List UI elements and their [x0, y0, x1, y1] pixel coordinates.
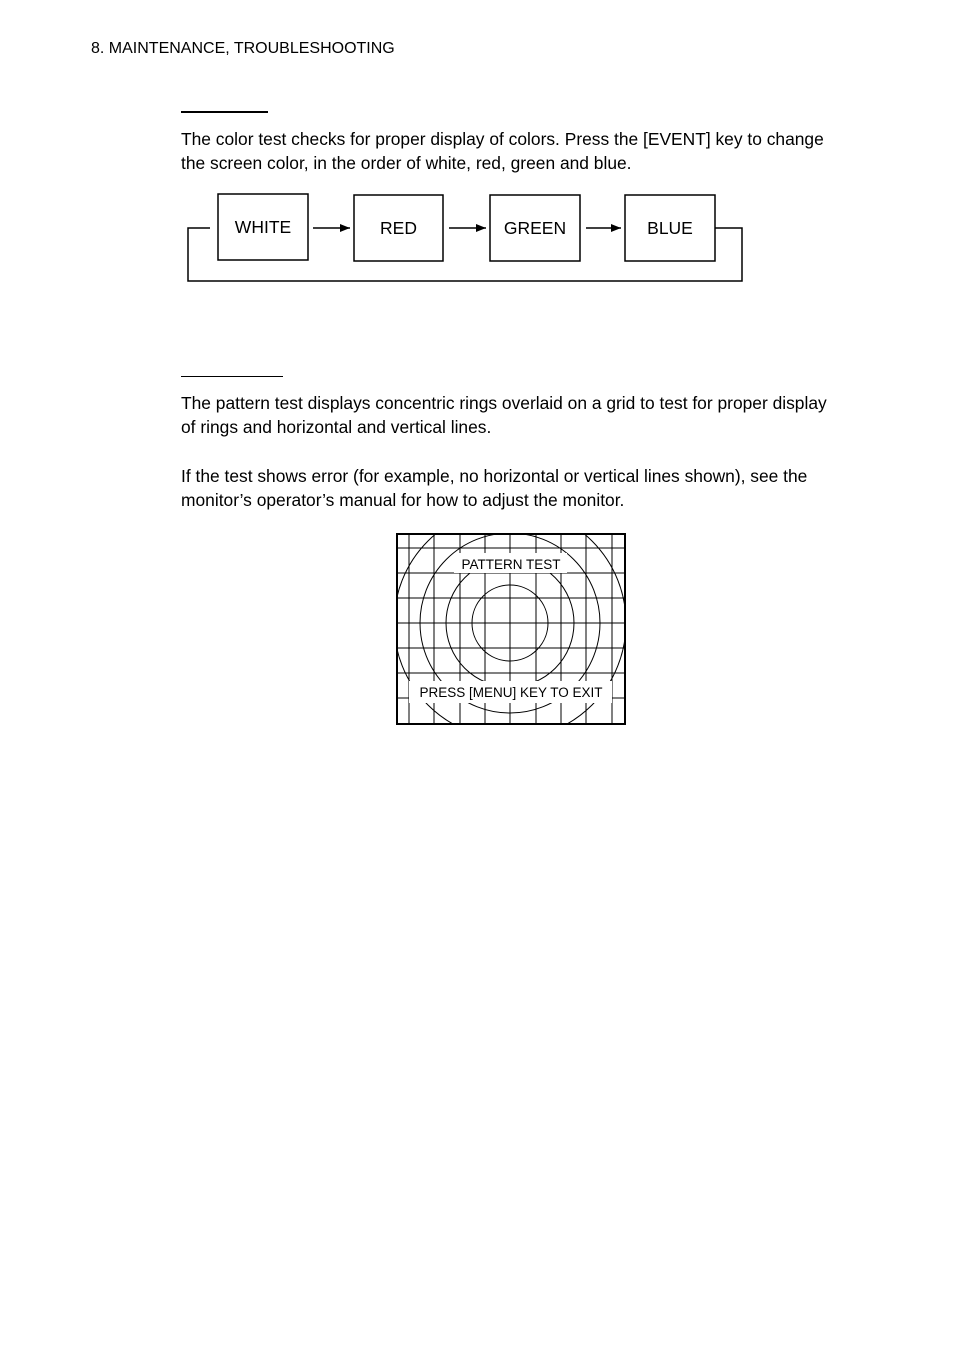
pattern-screen-title: PATTERN TEST [461, 557, 561, 572]
pattern-test-paragraph-2: If the test shows error (for example, no horizontal or vertical lines shown), see the monitor’s operator’s manual for how to adjust the monitor. [181, 466, 808, 510]
pattern-screen-footer: PRESS [MENU] KEY TO EXIT [419, 685, 603, 700]
section-header: 8. MAINTENANCE, TROUBLESHOOTING [91, 40, 395, 57]
color-test-paragraph: The color test checks for proper display of colors. Press the [EVENT] key to change the screen color, in the order of white, red, green and blue. [181, 129, 824, 173]
flow-label-green: GREEN [503, 218, 567, 238]
color-flow-diagram [0, 0, 954, 320]
flow-label-red: RED [380, 218, 417, 238]
flow-label-white: WHITE [234, 217, 292, 237]
pattern-test-screen [396, 533, 626, 725]
pattern-test-title-underline [181, 376, 283, 377]
pattern-test-paragraph-1: The pattern test displays concentric rings overlaid on a grid to test for proper display of rings and horizontal and vertical lines. [181, 393, 827, 437]
flow-label-blue: BLUE [647, 218, 693, 238]
